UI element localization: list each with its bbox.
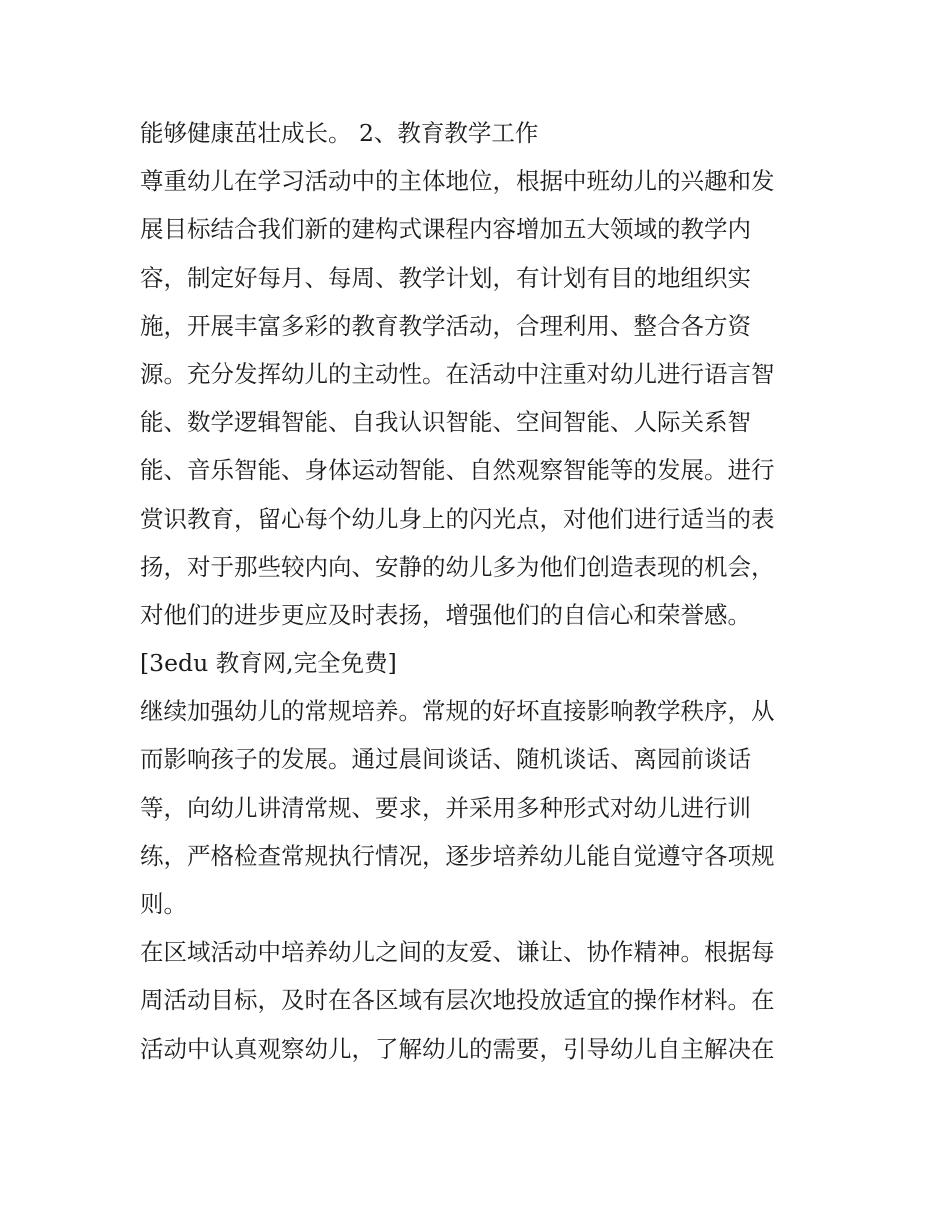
- text-line: 能、数学逻辑智能、自我认识智能、空间智能、人际关系智: [140, 408, 751, 437]
- text-line: 扬，对于那些较内向、安静的幼儿多为他们创造表现的机会，: [140, 552, 775, 581]
- text-line: 练，严格检查常规执行情况，逐步培养幼儿能自觉遵守各项规: [140, 841, 775, 870]
- text-line: 对他们的进步更应及时表扬，增强他们的自信心和荣誉感。: [140, 600, 751, 629]
- document-body: [140, 109, 820, 1073]
- text-line: 容，制定好每月、每周、教学计划，有计划有目的地组织实: [140, 263, 751, 292]
- text-line: 赏识教育，留心每个幼儿身上的闪光点，对他们进行适当的表: [140, 504, 775, 533]
- text-line: 能够健康茁壮成长。 2、教育教学工作: [140, 119, 539, 147]
- text-line: 施，开展丰富多彩的教育教学活动，合理利用、整合各方资: [140, 311, 751, 340]
- text-line: 能、音乐智能、身体运动智能、自然观察智能等的发展。进行: [140, 456, 775, 485]
- source-note: [3edu 教育网,完全免费]: [140, 649, 397, 678]
- text-line: 而影响孩子的发展。通过晨间谈话、随机谈话、离园前谈话: [140, 745, 751, 774]
- text-line: 活动中认真观察幼儿，了解幼儿的需要，引导幼儿自主解决在: [140, 1034, 775, 1063]
- text-line: 在区域活动中培养幼儿之间的友爱、谦让、协作精神。根据每: [140, 938, 775, 967]
- text-line: 周活动目标，及时在各区域有层次地投放适宜的操作材料。在: [140, 986, 775, 1015]
- text-line: 尊重幼儿在学习活动中的主体地位，根据中班幼儿的兴趣和发: [140, 167, 775, 196]
- text-line: 等，向幼儿讲清常规、要求，并采用多种形式对幼儿进行训: [140, 793, 751, 822]
- text-line: 则。: [140, 890, 187, 918]
- text-line: 展目标结合我们新的建构式课程内容增加五大领域的教学内: [140, 215, 751, 244]
- text-line: 继续加强幼儿的常规培养。常规的好坏直接影响教学秩序，从: [140, 697, 775, 726]
- text-line: 源。充分发挥幼儿的主动性。在活动中注重对幼儿进行语言智: [140, 359, 775, 388]
